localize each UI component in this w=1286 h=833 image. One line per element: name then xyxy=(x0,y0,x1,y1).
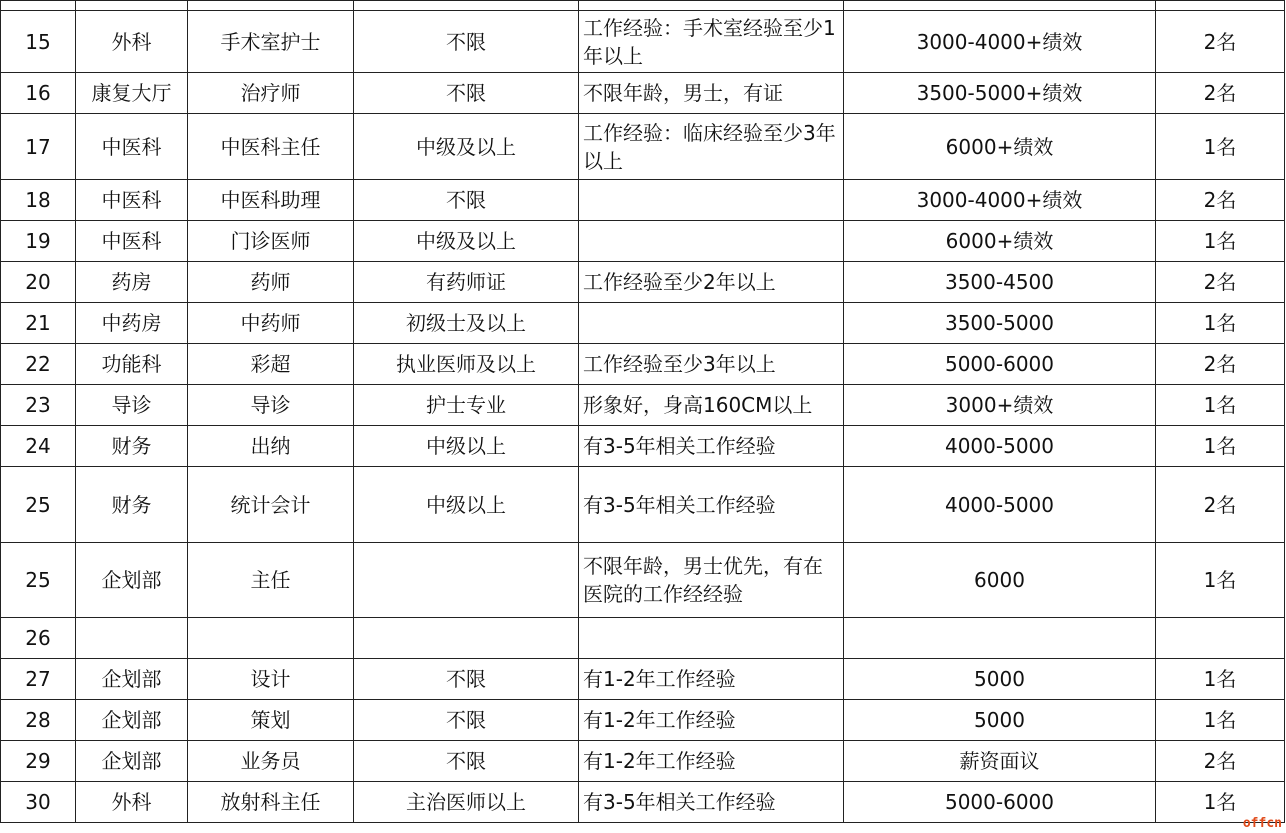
table-row xyxy=(1,303,1285,344)
requirement-cell: 有1-2年工作经验 xyxy=(579,741,844,782)
requirement-cell xyxy=(579,303,844,344)
salary-cell: 3500-4500 xyxy=(844,262,1156,303)
table-row xyxy=(1,426,1285,467)
salary-cell: 3000-4000+绩效 xyxy=(844,180,1156,221)
table-row xyxy=(1,114,1285,180)
requirement-cell: 形象好，身高160CM以上 xyxy=(579,385,844,426)
table-row xyxy=(1,659,1285,700)
requirement-cell: 工作经验至少3年以上 xyxy=(579,344,844,385)
qualification-cell xyxy=(354,618,579,659)
department-cell: 康复大厅 xyxy=(76,73,188,114)
qualification-cell: 不限 xyxy=(354,741,579,782)
qualification-cell: 不限 xyxy=(354,73,579,114)
row-number-cell: 20 xyxy=(1,262,76,303)
requirement-cell xyxy=(579,1,844,11)
table-row xyxy=(1,467,1285,543)
headcount-cell: 1名 xyxy=(1156,426,1285,467)
position-cell: 中医科主任 xyxy=(188,114,354,180)
salary-cell: 3500-5000 xyxy=(844,303,1156,344)
position-cell: 药师 xyxy=(188,262,354,303)
requirement-cell xyxy=(579,618,844,659)
row-number-cell: 18 xyxy=(1,180,76,221)
salary-cell: 薪资面议 xyxy=(844,741,1156,782)
headcount-cell: 1名 xyxy=(1156,700,1285,741)
position-cell: 导诊 xyxy=(188,385,354,426)
row-number-cell: 29 xyxy=(1,741,76,782)
department-cell: 企划部 xyxy=(76,700,188,741)
headcount-cell: 2名 xyxy=(1156,73,1285,114)
department-cell: 外科 xyxy=(76,782,188,823)
row-number-cell: 26 xyxy=(1,618,76,659)
position-cell: 设计 xyxy=(188,659,354,700)
qualification-cell: 主治医师以上 xyxy=(354,782,579,823)
table-row xyxy=(1,1,1285,11)
headcount-cell: 2名 xyxy=(1156,467,1285,543)
department-cell: 企划部 xyxy=(76,659,188,700)
department-cell: 导诊 xyxy=(76,385,188,426)
table-row xyxy=(1,782,1285,823)
position-cell: 中医科助理 xyxy=(188,180,354,221)
qualification-cell: 不限 xyxy=(354,700,579,741)
position-cell: 门诊医师 xyxy=(188,221,354,262)
qualification-cell: 初级士及以上 xyxy=(354,303,579,344)
salary-cell: 6000+绩效 xyxy=(844,114,1156,180)
headcount-cell xyxy=(1156,618,1285,659)
headcount-cell: 1名 xyxy=(1156,114,1285,180)
headcount-cell xyxy=(1156,1,1285,11)
salary-cell: 3500-5000+绩效 xyxy=(844,73,1156,114)
qualification-cell: 中级以上 xyxy=(354,467,579,543)
department-cell: 药房 xyxy=(76,262,188,303)
department-cell xyxy=(76,1,188,11)
requirement-cell: 有1-2年工作经验 xyxy=(579,659,844,700)
row-number-cell: 17 xyxy=(1,114,76,180)
table-row xyxy=(1,11,1285,73)
salary-cell: 4000-5000 xyxy=(844,467,1156,543)
salary-cell: 3000-4000+绩效 xyxy=(844,11,1156,73)
requirement-cell xyxy=(579,180,844,221)
department-cell: 功能科 xyxy=(76,344,188,385)
row-number-cell: 22 xyxy=(1,344,76,385)
position-cell: 治疗师 xyxy=(188,73,354,114)
position-cell: 业务员 xyxy=(188,741,354,782)
row-number-cell: 21 xyxy=(1,303,76,344)
headcount-cell: 1名 xyxy=(1156,782,1285,823)
qualification-cell: 执业医师及以上 xyxy=(354,344,579,385)
headcount-cell: 2名 xyxy=(1156,180,1285,221)
position-cell: 彩超 xyxy=(188,344,354,385)
row-number-cell: 16 xyxy=(1,73,76,114)
headcount-cell: 1名 xyxy=(1156,221,1285,262)
headcount-cell: 2名 xyxy=(1156,344,1285,385)
table-row xyxy=(1,262,1285,303)
requirement-cell: 不限年龄，男士，有证 xyxy=(579,73,844,114)
row-number-cell: 23 xyxy=(1,385,76,426)
qualification-cell: 不限 xyxy=(354,11,579,73)
row-number-cell: 24 xyxy=(1,426,76,467)
salary-cell: 3000+绩效 xyxy=(844,385,1156,426)
department-cell: 中医科 xyxy=(76,114,188,180)
department-cell: 中医科 xyxy=(76,180,188,221)
table-row xyxy=(1,543,1285,618)
headcount-cell: 1名 xyxy=(1156,303,1285,344)
position-cell: 手术室护士 xyxy=(188,11,354,73)
salary-cell xyxy=(844,618,1156,659)
row-number-cell: 25 xyxy=(1,467,76,543)
row-number-cell: 27 xyxy=(1,659,76,700)
table-row xyxy=(1,221,1285,262)
row-number-cell: 25 xyxy=(1,543,76,618)
qualification-cell: 护士专业 xyxy=(354,385,579,426)
position-cell: 策划 xyxy=(188,700,354,741)
row-number-cell xyxy=(1,1,76,11)
salary-cell: 5000-6000 xyxy=(844,782,1156,823)
requirement-cell: 工作经验：临床经验至少3年以上 xyxy=(579,114,844,180)
position-cell: 出纳 xyxy=(188,426,354,467)
qualification-cell: 有药师证 xyxy=(354,262,579,303)
table-row xyxy=(1,385,1285,426)
table-row xyxy=(1,180,1285,221)
row-number-cell: 15 xyxy=(1,11,76,73)
department-cell: 中医科 xyxy=(76,221,188,262)
position-cell xyxy=(188,618,354,659)
qualification-cell: 中级及以上 xyxy=(354,114,579,180)
table-row xyxy=(1,73,1285,114)
qualification-cell xyxy=(354,543,579,618)
qualification-cell: 中级及以上 xyxy=(354,221,579,262)
requirement-cell xyxy=(579,221,844,262)
requirement-cell: 有3-5年相关工作经验 xyxy=(579,426,844,467)
position-cell: 统计会计 xyxy=(188,467,354,543)
headcount-cell: 2名 xyxy=(1156,262,1285,303)
qualification-cell xyxy=(354,1,579,11)
salary-cell xyxy=(844,1,1156,11)
department-cell: 企划部 xyxy=(76,741,188,782)
position-cell: 主任 xyxy=(188,543,354,618)
position-cell: 放射科主任 xyxy=(188,782,354,823)
qualification-cell: 不限 xyxy=(354,180,579,221)
table-row xyxy=(1,700,1285,741)
salary-cell: 5000-6000 xyxy=(844,344,1156,385)
requirement-cell: 工作经验至少2年以上 xyxy=(579,262,844,303)
salary-cell: 5000 xyxy=(844,659,1156,700)
headcount-cell: 2名 xyxy=(1156,11,1285,73)
department-cell: 中药房 xyxy=(76,303,188,344)
row-number-cell: 28 xyxy=(1,700,76,741)
headcount-cell: 1名 xyxy=(1156,385,1285,426)
requirement-cell: 有3-5年相关工作经验 xyxy=(579,467,844,543)
table-row xyxy=(1,618,1285,659)
department-cell: 企划部 xyxy=(76,543,188,618)
watermark-logo: offcn xyxy=(1242,816,1282,831)
department-cell: 财务 xyxy=(76,426,188,467)
requirement-cell: 工作经验：手术室经验至少1年以上 xyxy=(579,11,844,73)
salary-cell: 4000-5000 xyxy=(844,426,1156,467)
position-cell xyxy=(188,1,354,11)
qualification-cell: 不限 xyxy=(354,659,579,700)
department-cell xyxy=(76,618,188,659)
row-number-cell: 30 xyxy=(1,782,76,823)
department-cell: 外科 xyxy=(76,11,188,73)
row-number-cell: 19 xyxy=(1,221,76,262)
salary-cell: 6000+绩效 xyxy=(844,221,1156,262)
department-cell: 财务 xyxy=(76,467,188,543)
table-row xyxy=(1,741,1285,782)
requirement-cell: 有1-2年工作经验 xyxy=(579,700,844,741)
requirement-cell: 不限年龄，男士优先，有在医院的工作经经验 xyxy=(579,543,844,618)
qualification-cell: 中级以上 xyxy=(354,426,579,467)
position-cell: 中药师 xyxy=(188,303,354,344)
table-row xyxy=(1,344,1285,385)
headcount-cell: 2名 xyxy=(1156,741,1285,782)
salary-cell: 6000 xyxy=(844,543,1156,618)
headcount-cell: 1名 xyxy=(1156,543,1285,618)
requirement-cell: 有3-5年相关工作经验 xyxy=(579,782,844,823)
salary-cell: 5000 xyxy=(844,700,1156,741)
headcount-cell: 1名 xyxy=(1156,659,1285,700)
